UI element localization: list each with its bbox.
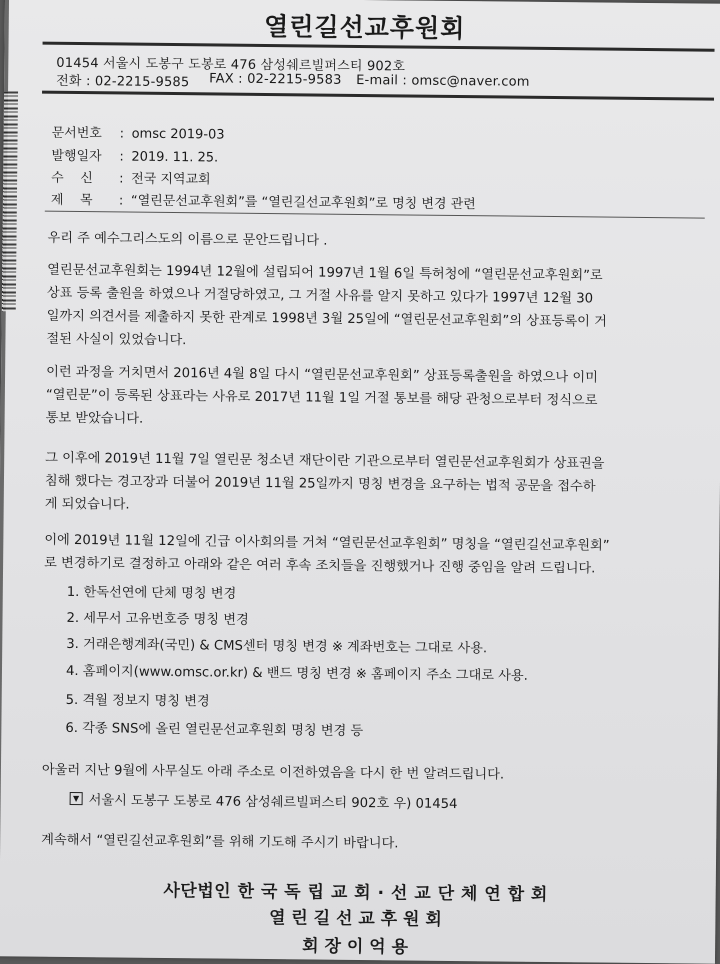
meta-date-value: 2019. 11. 25. — [131, 149, 219, 166]
meta-subject-label: 제 목 — [50, 192, 93, 209]
meta-recipient-label: 수 신 — [51, 170, 93, 187]
meta-date-label: 발행일자 — [51, 148, 102, 165]
new-address — [70, 789, 458, 812]
paragraph-3: 그 이후에 2019년 11월 7일 열린문 청소년 재단이란 기관으로부터 열린문선교후원회가 상표권을 침해 했다는 경고장과 더불어 2019년 11월 25일까지 명칭 변경을 요구하는 법적 공문을 접수하 게 되었습니다. — [44, 450, 605, 513]
paragraph-2: 이런 과정을 거치면서 2016년 4월 8일 다시 “열린문선교후원회” 상표등록출원을 하였으나 이미 “열린문”이 등록된 상표라는 사유로 2017년 11월 1일 거절 통보를 해당 관청으로부터 정식으로 통보 받았습니다. — [45, 364, 598, 427]
header-rule-bottom — [42, 91, 714, 101]
greeting: 우리 주 예수그리스도의 이름으로 문안드립니다 . — [47, 230, 328, 249]
list-item: 2. 세무서 고유번호증 명칭 변경 — [66, 610, 249, 628]
list-item: 5. 격월 정보지 명칭 변경 — [65, 692, 210, 710]
meta-date: 발행일자 : 2019. 11. 25. — [51, 145, 218, 166]
move-notice: 아울러 지난 9월에 사무실도 아래 주소로 이전하였음을 다시 한 번 알려드립니다. — [41, 762, 505, 783]
signature-org: 열 린 길 선 교 후 원 회 — [268, 908, 442, 930]
new-address-text: 서울시 도봉구 도봉로 476 삼성쉐르빌퍼스티 902호 우) 01454 — [88, 793, 458, 813]
list-item: 1. 한독선연에 단체 명칭 변경 — [66, 584, 237, 602]
meta-doc-no-label: 문서번호 — [51, 125, 102, 142]
meta-doc-no-value: omsc 2019-03 — [131, 126, 225, 143]
org-phone: 전화 : 02-2215-9585 — [56, 73, 190, 91]
barcode-strip — [2, 91, 18, 311]
org-fax: FAX : 02-2215-9583 — [209, 71, 342, 88]
list-item: 4. 홈페이지(www.omsc.or.kr) & 밴드 명칭 변경 ※ 홈페이지 주소 그대로 사용. — [65, 663, 528, 684]
list-item: 3. 거래은행계좌(국민) & CMS센터 명칭 변경 ※ 계좌번호는 그대로 사용. — [66, 636, 488, 657]
paragraph-1: 열린문선교후원회는 1994년 12월에 설립되어 1997년 1월 6일 특허청에 “열린문선교후원회”로 상표 등록 출원을 하였으나 거절당하였고, 그 거절 사유를 알지 못하고 있다가 1997년 12월 30 일까지 의견서를 제출하지 못한 관계로 1998년 3월 25일에 “열린문선교후원회”의 상표등록이 거 절된 사실이 있었습니다. — [46, 262, 607, 349]
paragraph-4: 이에 2019년 11월 12일에 긴급 이사회의를 거쳐 “열린문선교후원회” 명칭을 “열린길선교후원회” 로 변경하기로 결정하고 아래와 같은 여러 후속 조치들을 진행했거나 진행 중임을 알려 드립니다. — [44, 532, 610, 577]
closing-line: 계속해서 “열린길선교후원회”를 위해 기도해 주시기 바랍니다. — [41, 832, 399, 852]
org-email: E-mail : omsc@naver.com — [356, 72, 530, 90]
list-item: 6. 각종 SNS에 올린 열린문선교후원회 명칭 변경 등 — [65, 720, 364, 740]
marker-icon: ▼ — [70, 792, 83, 805]
meta-subject: 제 목 : “열린문선교후원회”를 “열린길선교후원회”로 명칭 변경 관련 — [51, 189, 476, 212]
signature-federation: 사단법인 한 국 독 립 교 회 · 선 교 단 체 연 합 회 — [163, 880, 549, 905]
meta-recipient-value: 전국 지역교회 — [131, 171, 211, 188]
meta-rule — [45, 211, 705, 219]
org-title: 열린길선교후원회 — [263, 11, 466, 44]
meta-recipient: 수 신 : 전국 지역교회 — [51, 167, 211, 188]
meta-doc-no: 문서번호 : omsc 2019-03 — [52, 122, 225, 143]
org-address: 01454 서울시 도봉구 도봉로 476 삼성쉐르빌퍼스티 902호 — [56, 55, 406, 75]
meta-subject-value: “열린문선교후원회”를 “열린길선교후원회”로 명칭 변경 관련 — [130, 193, 476, 213]
signature-president: 회 장 이 억 용 — [302, 936, 409, 958]
